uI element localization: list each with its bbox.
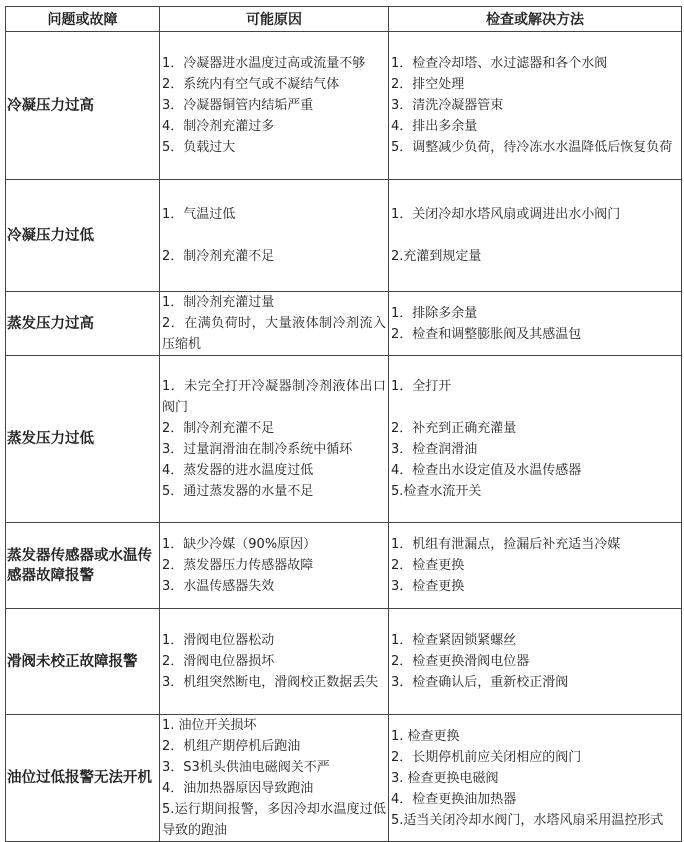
solution-item: 1．机组有泄漏点，捡漏后补充适当冷媒 xyxy=(391,537,621,552)
causes-cell xyxy=(160,523,389,609)
cause-item: 2．制冷剂充灌不足 xyxy=(162,421,275,436)
cause-item: 3．水温传感器失效 xyxy=(162,579,275,594)
cause-item: 2．滑阀电位器损坏 xyxy=(162,654,275,669)
solutions-cell xyxy=(389,32,682,180)
solutions-cell xyxy=(389,715,682,842)
cause-item: 2．机组产期停机后跑油 xyxy=(162,739,301,754)
solution-item: 5．调整减少负荷，待冷冻水水温降低后恢复负荷 xyxy=(391,140,673,155)
troubleshooting-table xyxy=(5,6,682,842)
cause-item: 4．油加热器原因导致跑油 xyxy=(162,781,314,796)
fault-cell: 蒸发压力过低 xyxy=(6,356,160,523)
cause-item: 1．滑阀电位器松动 xyxy=(162,633,275,648)
solution-item: 3. 检查更换电磁阀 xyxy=(391,770,499,786)
solution-item: 1．排除多余量 xyxy=(391,305,478,321)
cause-item: 2．系统内有空气或不凝结气体 xyxy=(162,77,340,92)
solution-item: 3．清洗冷凝器管束 xyxy=(391,98,504,113)
table-row xyxy=(6,180,682,292)
header-solution: 检查或解决方法 xyxy=(389,7,682,32)
cause-item: 1. 油位开关损坏 xyxy=(162,718,257,733)
solutions-cell xyxy=(389,356,682,523)
solution-item: 4．检查更换油加热器 xyxy=(391,791,517,807)
causes-cell xyxy=(160,180,389,292)
fault-cell: 油位过低报警无法开机 xyxy=(6,715,160,842)
fault-cell: 蒸发压力过高 xyxy=(6,292,160,356)
solution-item: 5.检查水流开关 xyxy=(391,484,482,499)
solution-item: 1．全打开 xyxy=(391,379,452,394)
solution-item: 4．检查出水设定值及水温传感器 xyxy=(391,463,582,478)
cause-item: 4．制冷剂充灌过多 xyxy=(162,119,275,134)
table-row xyxy=(6,609,682,715)
solution-item: 1．检查紧固锁紧螺丝 xyxy=(391,633,517,648)
solution-item: 2．检查更换滑阀电位器 xyxy=(391,654,530,669)
solution-item: 2．补充到正确充灌量 xyxy=(391,421,517,436)
cause-item: 3．机组突然断电，滑阀校正数据丢失 xyxy=(162,675,379,690)
fault-cell: 滑阀未校正故障报警 xyxy=(6,609,160,715)
causes-cell xyxy=(160,32,389,180)
cause-item: 1．气温过低 xyxy=(162,207,236,222)
fault-cell: 蒸发器传感器或水温传感器故障报警 xyxy=(6,523,160,609)
fault-cell: 冷凝压力过低 xyxy=(6,180,160,292)
solution-item: 2．检查更换 xyxy=(391,558,465,573)
fault-cell: 冷凝压力过高 xyxy=(6,32,160,180)
solution-item: 1. 检查更换 xyxy=(391,728,460,744)
solution-item: 2．排空处理 xyxy=(391,77,465,92)
solution-item: 2．长期停机前应关闭相应的阀门 xyxy=(391,749,582,765)
cause-item: 1．缺少冷媒（90%原因） xyxy=(162,537,317,552)
table-row xyxy=(6,356,682,523)
table-row xyxy=(6,523,682,609)
cause-item: 3．过量润滑油在制冷系统中循环 xyxy=(162,442,353,457)
cause-item: 5．负载过大 xyxy=(162,140,236,155)
solutions-cell xyxy=(389,523,682,609)
cause-item: 2．蒸发器压力传感器故障 xyxy=(162,558,314,573)
solution-item: 2.充灌到规定量 xyxy=(391,249,482,264)
table-row xyxy=(6,292,682,356)
cause-item: 2．在满负荷时，大量液体制冷剂流入压缩机 xyxy=(162,316,386,352)
cause-item: 1．未完全打开冷凝器制冷剂液体出口阀门 xyxy=(162,379,386,415)
cause-item: 4．蒸发器的进水温度过低 xyxy=(162,463,314,478)
solutions-cell xyxy=(389,180,682,292)
table-row xyxy=(6,32,682,180)
causes-cell xyxy=(160,356,389,523)
solution-item: 3．检查更换 xyxy=(391,579,465,594)
header-cause: 可能原因 xyxy=(160,7,389,32)
cause-item: 1．冷凝器进水温度过高或流量不够 xyxy=(162,56,366,71)
solutions-cell xyxy=(389,609,682,715)
solution-item: 5.适当关闭冷却水阀门，水塔风扇采用温控形式 xyxy=(391,812,664,828)
solution-item: 3．检查润滑油 xyxy=(391,442,478,457)
solution-item: 1．关闭冷却水塔风扇或调进出水小阀门 xyxy=(391,207,621,222)
header-fault: 问题或故障 xyxy=(6,7,160,32)
solution-item: 4．排出多余量 xyxy=(391,119,478,134)
table-row xyxy=(6,715,682,842)
causes-cell xyxy=(160,609,389,715)
cause-item: 5.运行期间报警，多因冷却水温度过低导致的跑油 xyxy=(162,802,386,838)
cause-item: 3．S3机头供油电磁阀关不严 xyxy=(162,760,330,775)
solutions-cell xyxy=(389,292,682,356)
cause-item: 1．制冷剂充灌过量 xyxy=(162,295,275,310)
solution-item: 3．检查确认后，重新校正滑阀 xyxy=(391,675,569,690)
cause-item: 3．冷凝器铜管内结垢严重 xyxy=(162,98,314,113)
cause-item: 2．制冷剂充灌不足 xyxy=(162,249,275,264)
cause-item: 5．通过蒸发器的水量不足 xyxy=(162,484,314,499)
causes-cell xyxy=(160,292,389,356)
solution-item: 2．检查和调整膨胀阀及其感温包 xyxy=(391,326,582,342)
causes-cell xyxy=(160,715,389,842)
solution-item: 1．检查冷却塔、水过滤器和各个水阀 xyxy=(391,56,608,71)
header-row xyxy=(6,7,682,32)
